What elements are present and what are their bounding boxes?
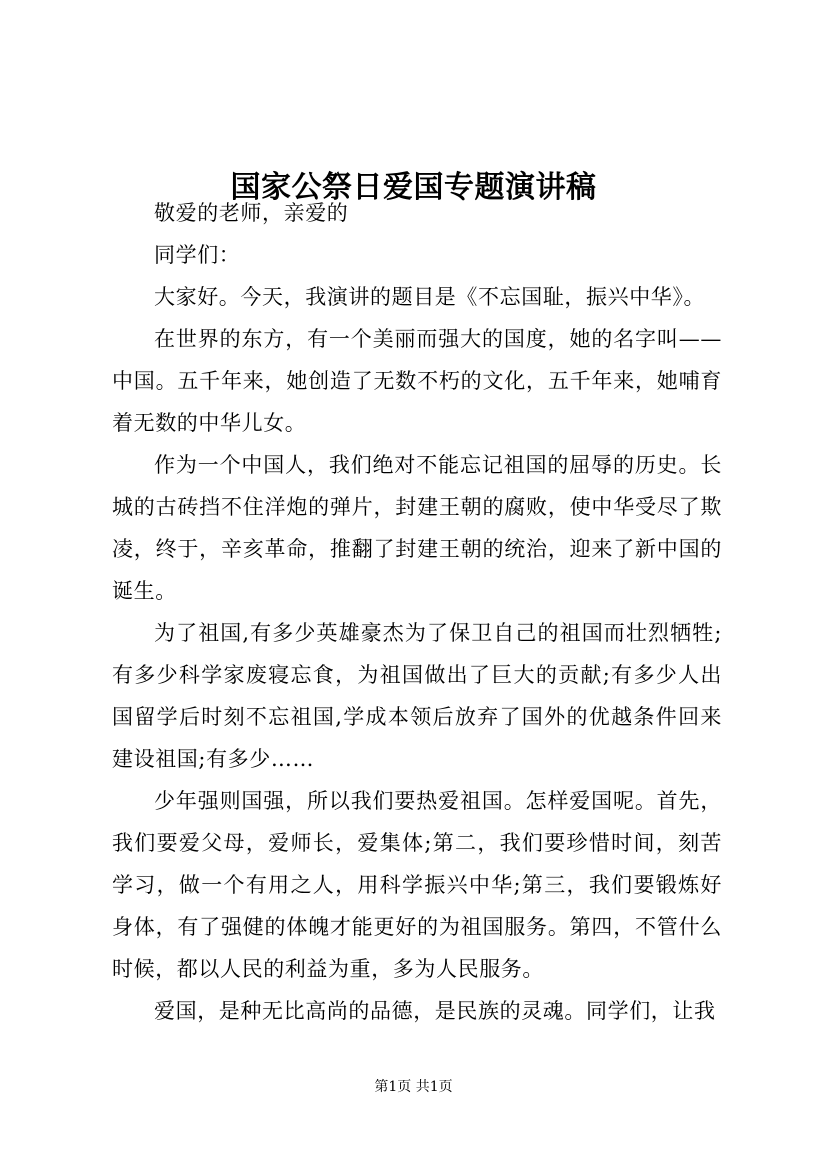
paragraph-youth: 少年强则国强，所以我们要热爱祖国。怎样爱国呢。首先，我们要爱父母，爱师长，爱集体;第二，我们要珍惜时间，刻苦学习，做一个有用之人，用科学振兴中华;第三，我们要锻炼好身体，有了强健的体魄才能更好的为祖国服务。第四，不管什么时候，都以人民的利益为重，多为人民服务。 bbox=[112, 789, 722, 981]
paragraph-greeting-continued: 同学们： bbox=[154, 243, 241, 267]
document-title: 国家公祭日爱国专题演讲稿 bbox=[230, 170, 597, 206]
paragraph-intro: 大家好。今天，我演讲的题目是《不忘国耻，振兴中华》。 bbox=[154, 285, 706, 309]
page-number-footer: 第1页 共1页 bbox=[374, 1079, 453, 1095]
paragraph-heroes: 为了祖国,有多少英雄豪杰为了保卫自己的祖国而壮烈牺牲;有多少科学家废寝忘食，为祖国做出了巨大的贡献;有多少人出国留学后时刻不忘祖国,学成本领后放弃了国外的优越条件回来建设祖国;有多少…… bbox=[112, 621, 722, 771]
paragraph-greeting: 敬爱的老师，亲爱的 bbox=[154, 201, 349, 225]
document-body bbox=[112, 192, 722, 1032]
paragraph-patriotism: 爱国，是种无比高尚的品德，是民族的灵魂。同学们，让我 bbox=[154, 999, 716, 1023]
paragraph-china: 在世界的东方，有一个美丽而强大的国度，她的名字叫——中国。五千年来，她创造了无数不朽的文化，五千年来，她哺育着无数的中华儿女。 bbox=[112, 327, 722, 435]
paragraph-history: 作为一个中国人，我们绝对不能忘记祖国的屈辱的历史。长城的古砖挡不住洋炮的弹片，封建王朝的腐败，使中华受尽了欺凌，终于，辛亥革命，推翻了封建王朝的统治，迎来了新中国的诞生。 bbox=[112, 453, 722, 603]
